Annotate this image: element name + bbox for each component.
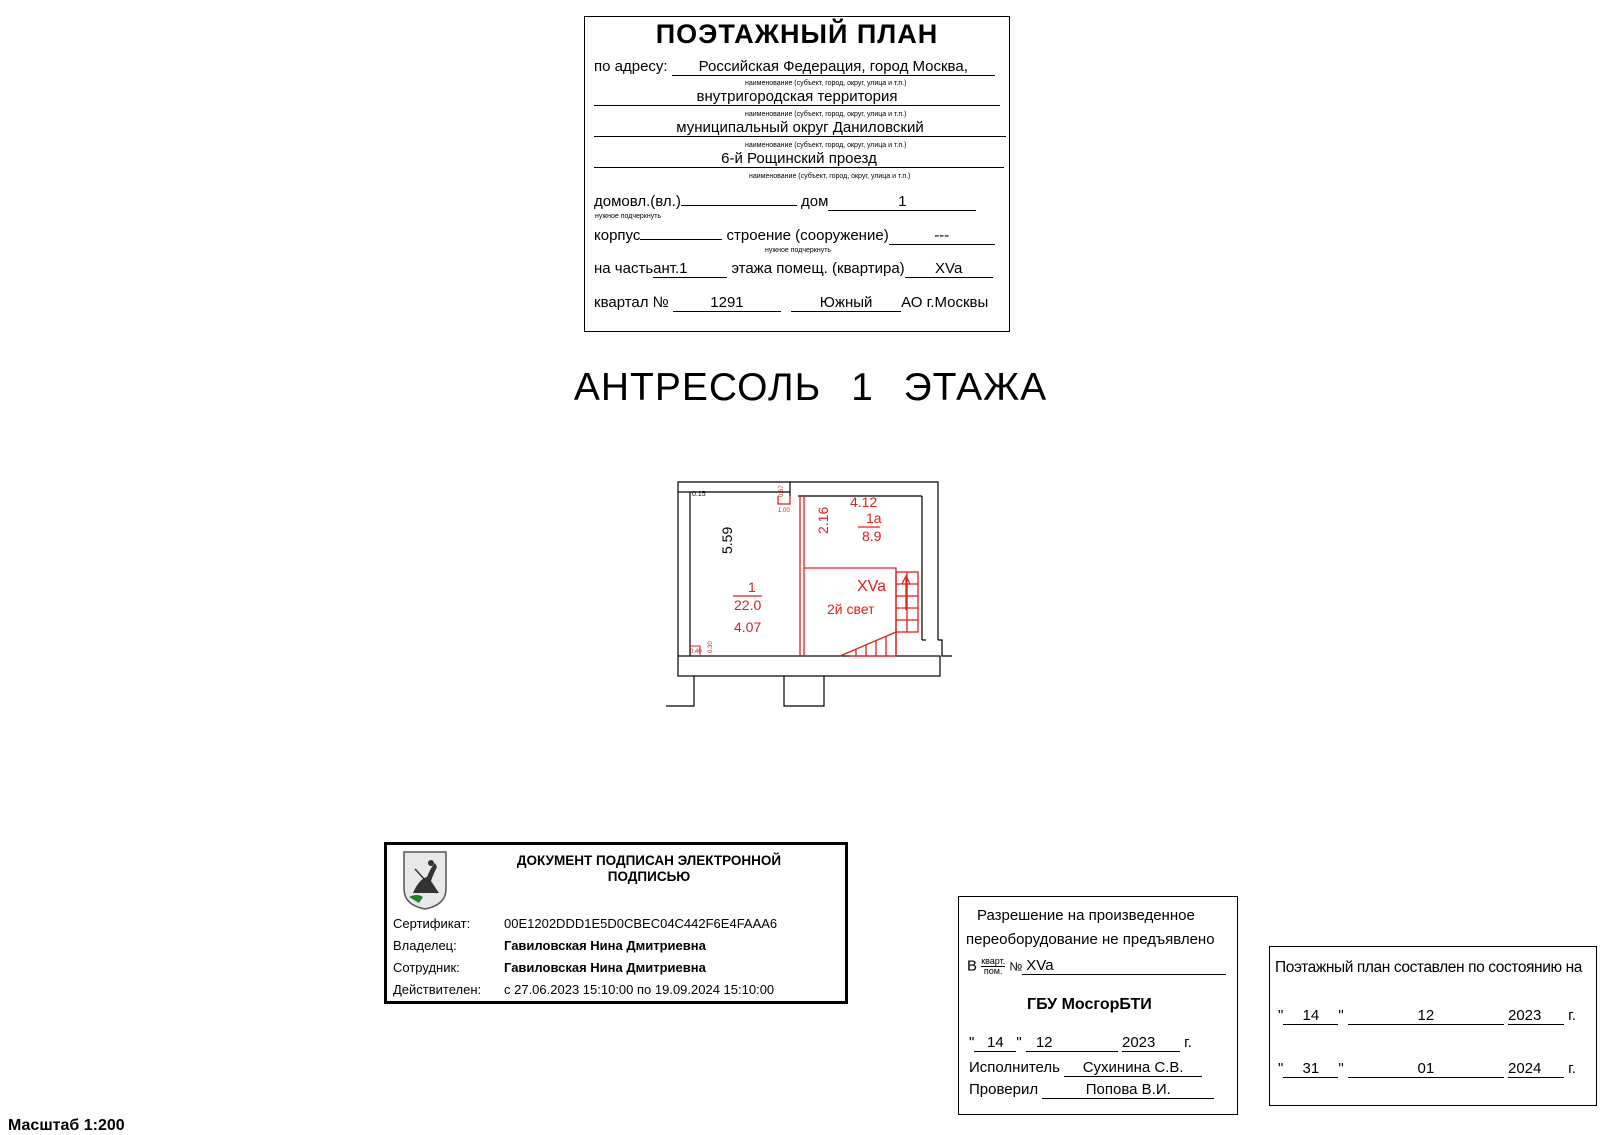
floor-value: XVa <box>905 260 993 278</box>
plan-title: АНТРЕСОЛЬ 1 ЭТАЖА <box>573 366 1048 409</box>
employee-label: Сотрудник: <box>393 960 460 975</box>
permission-date-row: " 14 " 12 2023 г. <box>969 1034 1192 1051</box>
valid-label: Действителен: <box>393 982 482 997</box>
dim-559: 5.59 <box>719 526 735 554</box>
employee-value: Гавиловская Нина Дмитриевна <box>504 960 706 975</box>
kvartal-label: квартал № <box>594 294 669 311</box>
kv-bottom: пом. <box>983 966 1003 976</box>
address-row-1 <box>594 58 1004 76</box>
part-row <box>594 260 1004 278</box>
address-label: по адресу: <box>594 58 668 75</box>
checked-label: Проверил <box>969 1081 1039 1098</box>
state-year-1: 2023 <box>1508 1007 1564 1025</box>
second-light-label: 2й свет <box>827 601 875 617</box>
perm-year: 2023 <box>1122 1034 1180 1052</box>
state-date-row-2: " 31 " 01 2024 г. <box>1278 1060 1576 1077</box>
permission-apt-row <box>967 957 1226 976</box>
address-hint-3: наименование (субъект, город, округ, улица и т.п.) <box>745 142 907 149</box>
dim-040: 0.40 <box>690 649 702 655</box>
executor-value: Сухинина С.В. <box>1064 1059 1202 1077</box>
dim-067: 0.67 <box>779 485 785 497</box>
header-title: ПОЭТАЖНЫЙ ПЛАН <box>655 19 939 49</box>
dim-412: 4.12 <box>850 494 878 510</box>
korpus-label: корпус <box>594 227 641 244</box>
dim-030: 0.30 <box>708 641 714 653</box>
part-label: на часть <box>594 260 654 277</box>
kv-top: кварт. <box>981 956 1006 966</box>
apartment-label: XVa <box>857 578 887 595</box>
perm-month: 12 <box>1026 1034 1118 1052</box>
underline-hint-1: нужное подчеркнуть <box>595 213 662 220</box>
room-1a-number: 1а <box>866 510 882 526</box>
valid-value: с 27.06.2023 15:10:00 по 19.09.2024 15:10:00 <box>504 982 775 997</box>
state-date-row-1: " 14 " 12 2023 г. <box>1278 1007 1576 1024</box>
floor-label: этажа помещ. (квартира) <box>731 260 905 277</box>
address-hint-2: наименование (субъект, город, округ, улица и т.п.) <box>745 111 907 118</box>
scale-label: Масштаб 1:200 <box>8 1117 125 1134</box>
address-line-3: муниципальный округ Даниловский <box>594 119 1006 137</box>
state-g-2: г. <box>1568 1060 1576 1077</box>
stroenie-value: --- <box>889 227 995 245</box>
dom-label: дом <box>801 193 829 210</box>
domovl-label: домовл.(вл.) <box>594 193 681 210</box>
plan-state-stamp <box>1269 946 1597 1106</box>
cert-label: Сертификат: <box>393 916 471 931</box>
room-1-area: 22.0 <box>734 597 762 613</box>
signature-title <box>459 853 839 885</box>
domovl-row <box>594 193 1004 211</box>
floor-plan-drawing <box>660 480 980 720</box>
stroenie-label: строение (сооружение) <box>726 227 889 244</box>
v-label: В <box>967 957 978 975</box>
korpus-value <box>640 239 722 240</box>
dom-value: 1 <box>828 193 976 211</box>
dim-100: 1.00 <box>778 508 790 514</box>
kvartal-row <box>594 294 1004 312</box>
moscow-coat-of-arms-icon <box>401 849 449 911</box>
cert-value: 00E1202DDD1E5D0CBEC04C442F6E4FAAA6 <box>504 916 778 931</box>
state-day-1: 14 <box>1283 1007 1338 1025</box>
dim-015: 0.15 <box>692 491 706 498</box>
state-title: Поэтажный план составлен по состоянию на <box>1275 959 1582 976</box>
room-1-number: 1 <box>748 579 756 595</box>
permission-stamp <box>958 896 1238 1115</box>
state-year-2: 2024 <box>1508 1060 1564 1078</box>
signature-title-line2: ПОДПИСЬЮ <box>607 869 691 884</box>
state-month-2: 01 <box>1348 1060 1504 1078</box>
kv-fraction <box>981 957 1005 976</box>
executor-label: Исполнитель <box>969 1059 1060 1076</box>
state-month-1: 12 <box>1348 1007 1504 1025</box>
dim-216: 2.16 <box>815 506 831 534</box>
address-row-4 <box>594 150 1004 168</box>
no-value: XVa <box>1022 957 1226 975</box>
perm-day: 14 <box>974 1034 1016 1052</box>
kvartal-value: 1291 <box>673 294 781 312</box>
executor-row <box>969 1059 1202 1077</box>
ao-label: АО г.Москвы <box>901 294 989 311</box>
permission-line2: переоборудование не предъявлено <box>966 931 1215 948</box>
address-row-2 <box>594 88 1004 106</box>
domovl-value <box>681 205 797 206</box>
signature-title-line1: ДОКУМЕНТ ПОДПИСАН ЭЛЕКТРОННОЙ <box>516 853 782 868</box>
header-stamp <box>584 16 1010 332</box>
district-value: Южный <box>791 294 901 312</box>
permission-line1: Разрешение на произведенное <box>977 907 1195 924</box>
address-row-3 <box>594 119 1004 137</box>
state-g-1: г. <box>1568 1007 1576 1024</box>
checked-value: Попова В.И. <box>1042 1081 1214 1099</box>
korpus-row <box>594 227 1004 245</box>
owner-value: Гавиловская Нина Дмитриевна <box>504 938 706 953</box>
address-line-1: Российская Федерация, город Москва, <box>672 58 995 76</box>
part-value: ант.1 <box>653 260 727 278</box>
state-day-2: 31 <box>1283 1060 1338 1078</box>
underline-hint-2: нужное подчеркнуть <box>765 247 832 254</box>
owner-label: Владелец: <box>393 938 457 953</box>
stair-flight-lower <box>840 632 896 656</box>
e-signature-stamp <box>384 842 848 1004</box>
address-line-4: 6-й Рощинский проезд <box>594 150 1004 168</box>
no-label: № <box>1009 959 1023 974</box>
dim-407: 4.07 <box>734 619 762 635</box>
bottom-slab <box>678 656 940 676</box>
room-1a-area: 8.9 <box>862 528 882 544</box>
address-hint-4: наименование (субъект, город, округ, улица и т.п.) <box>749 173 911 180</box>
perm-g: г. <box>1184 1034 1192 1051</box>
checked-row <box>969 1081 1214 1099</box>
address-hint-1: наименование (субъект, город, округ, улица и т.п.) <box>745 80 907 87</box>
address-line-2: внутригородская территория <box>594 88 1000 106</box>
org-name: ГБУ МосгорБТИ <box>1027 996 1152 1013</box>
